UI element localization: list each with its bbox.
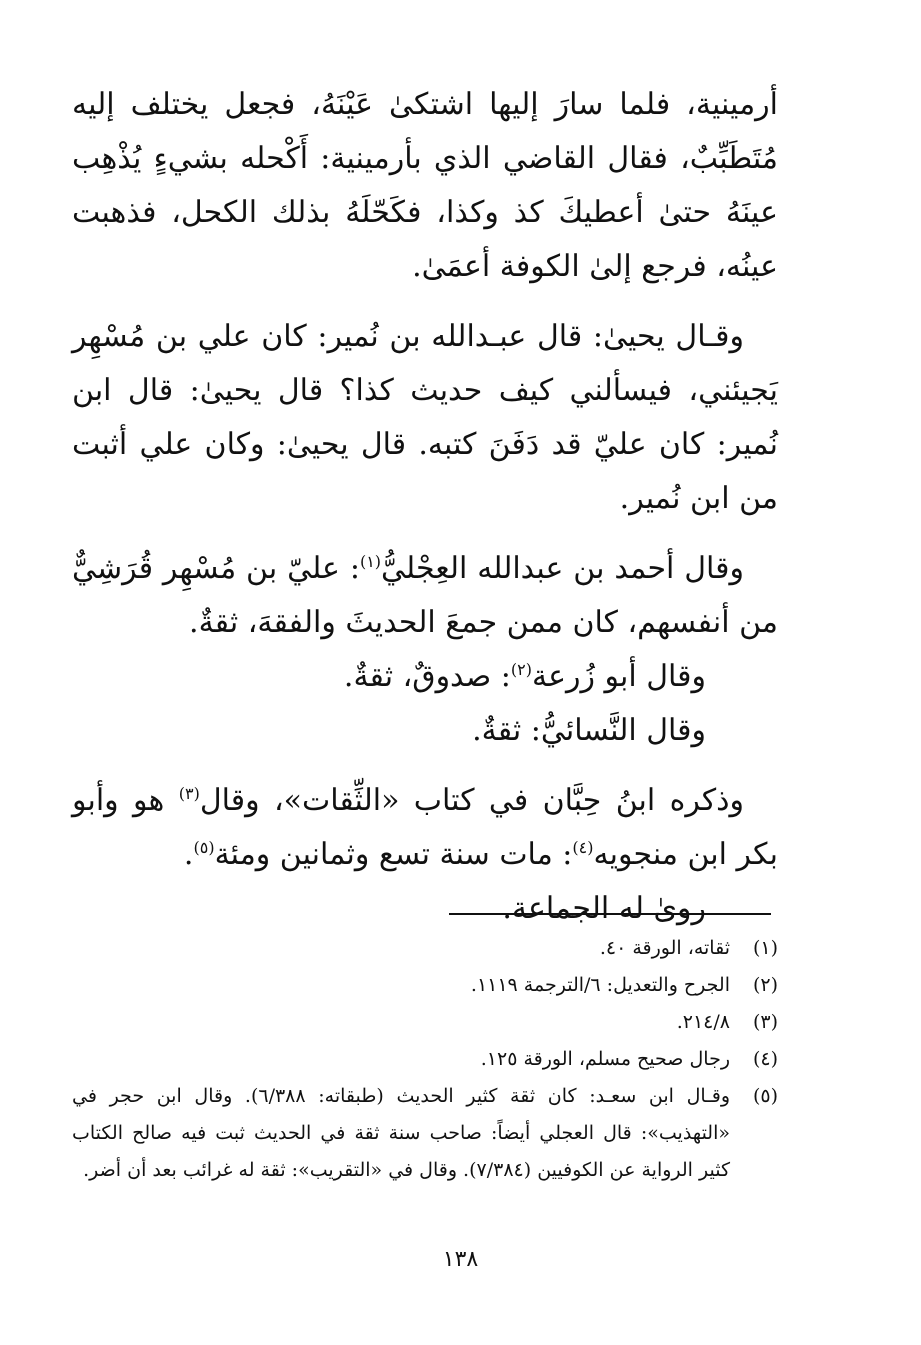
footnote-ref-4[interactable]: (٤) [572,838,594,857]
paragraph-4 [72,650,778,704]
footnote-number: (١) [752,937,778,959]
footnote-separator [449,913,771,915]
footnote-number: (٤) [752,1048,778,1070]
footnote-text: الجرح والتعديل: ٦/الترجمة ١١١٩. [470,974,730,996]
footnote-ref-3[interactable]: (٣) [178,784,200,803]
paragraph-7: روىٰ له الجماعة. [502,891,706,926]
footnote-number: (٥) [752,1085,778,1107]
footnote-text: ثقاته، الورقة ٤٠. [599,937,730,959]
main-text [72,78,778,936]
paragraph-3-start: وقال أحمد بن عبدالله العِجْليُّ [381,551,744,586]
footnote-ref-1[interactable]: (١) [359,552,382,571]
footnote-number: (٢) [752,974,778,996]
paragraph-6 [72,774,778,882]
paragraph-6-part-3: : مات سنة تسع وثمانين ومئة [214,837,573,872]
paragraph-6-part-1: وذكره ابنُ حِبَّان في كتاب «الثِّقات»، وقال [199,783,744,818]
paragraph-1: أرمينية، فلما سارَ إليها اشتكىٰ عَيْنَهُ، فجعل يختلف إليه مُتَطَبِّبٌ، فقال القاضي الذي بأرمينية: أَكْحله بشيءٍ يُذْهِب عينَهُ حتىٰ أعطيكَ كذ وكذا، فكَحّلَهُ بذلك الكحل، فذهبت عينُه، فرجع إلىٰ الكوفة أعمَىٰ. [72,87,778,284]
footnote-text: ٢١٤/٨. [676,1011,730,1033]
footnote-text: رجال صحيح مسلم، الورقة ١٢٥. [480,1048,730,1070]
footnote-1 [72,930,778,967]
footnote-ref-2[interactable]: (٢) [510,660,533,679]
footnote-number: (٣) [752,1011,778,1033]
paragraph-5: وقال النَّسائيُّ: ثقةٌ. [472,713,706,748]
page-number: ١٣٨ [442,1247,479,1272]
footnote-ref-5[interactable]: (٥) [193,838,215,857]
footnote-4 [72,1041,778,1078]
paragraph-4-end: : صدوقٌ، ثقةٌ. [343,659,511,694]
paragraph-3 [72,542,778,650]
footnote-5 [72,1078,778,1189]
footnote-2 [72,967,778,1004]
footnote-3 [72,1004,778,1041]
paragraph-2: وقـال يحيىٰ: قال عبـدالله بن نُمير: كان علي بن مُسْهِر يَجيئني، فيسألني كيف حديث كذا؟ قال يحيىٰ: قال ابن نُمير: كان عليّ قد دَفَنَ كتبه. قال يحيىٰ: وكان علي أثبت من ابن نُمير. [72,319,778,516]
paragraph-6-part-2: هو وأبو بكر ابن منجويه [72,783,778,872]
paragraph-6-end: . [183,837,194,872]
paragraph-3-end: : عليّ بن مُسْهِر قُرَشِيٌّ من أنفسهم، كان ممن جمعَ الحديثَ والفقهَ، ثقةٌ. [72,551,778,640]
paragraph-4-start: وقال أبو زُرعة [532,659,706,694]
footnotes [72,930,778,1189]
footnote-text: وقـال ابن سعـد: كان ثقة كثير الحديث (طبقاته: ٦/٣٨٨). وقال ابن حجر في «التهذيب»: قال العجلي أيضاً: صاحب سنة ثقة في الحديث ثبت فيه صالح الكتاب كثير الرواية عن الكوفيين (٧/٣٨٤). وقال في «التقريب»: ثقة له غرائب بعد أن أضر. [72,1085,730,1181]
